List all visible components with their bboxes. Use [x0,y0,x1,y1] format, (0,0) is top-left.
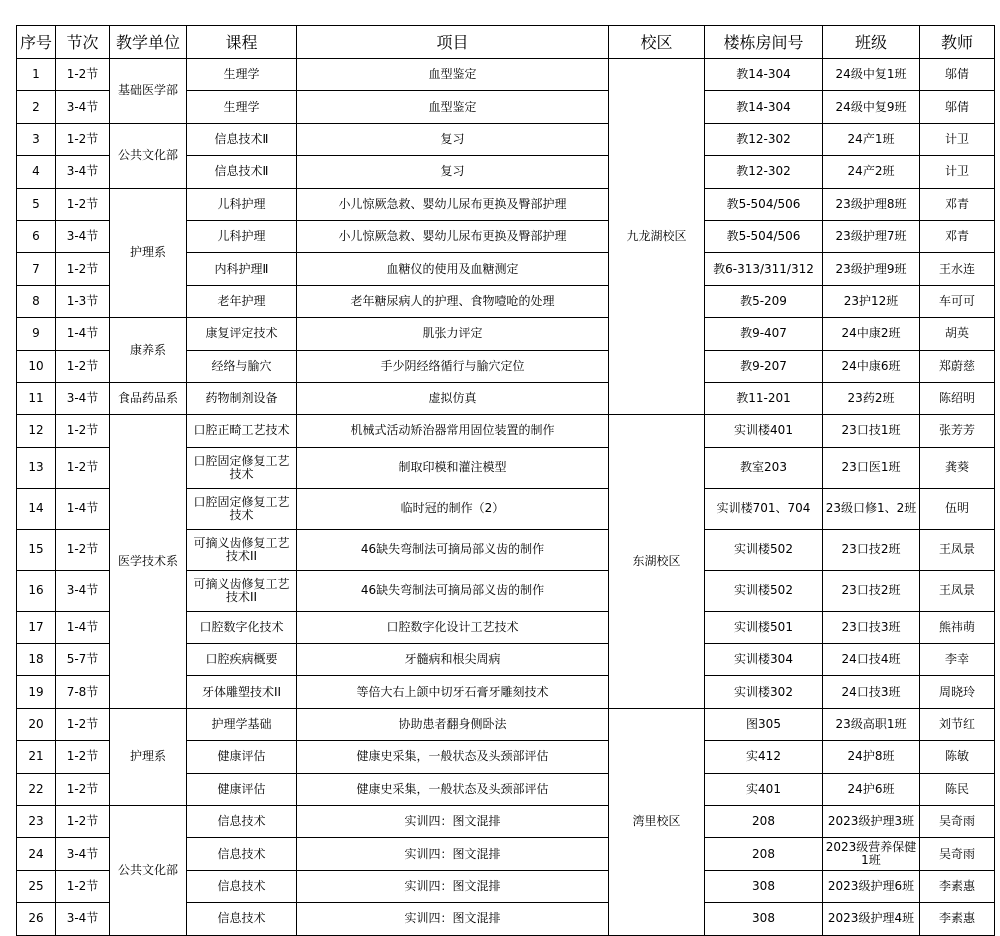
unit-cell: 食品药品系 [110,382,187,414]
teacher-cell: 吴奇雨 [920,806,995,838]
room-cell: 308 [705,870,823,902]
header-cell: 节次 [56,26,110,59]
teacher-cell: 李幸 [920,644,995,676]
course-cell: 经络与腧穴 [187,350,297,382]
period-cell: 5-7节 [56,644,110,676]
project-cell: 制取印模和灌注模型 [297,447,609,488]
teacher-cell: 李素惠 [920,903,995,935]
teacher-cell: 伍明 [920,488,995,529]
teacher-cell: 王凤景 [920,570,995,611]
teacher-cell: 熊祎萌 [920,611,995,643]
course-cell: 生理学 [187,59,297,91]
room-cell: 实训楼701、704 [705,488,823,529]
row-number: 18 [17,644,56,676]
period-cell: 1-2节 [56,188,110,220]
class-cell: 23级护理8班 [823,188,920,220]
room-cell: 教9-207 [705,350,823,382]
row-number: 5 [17,188,56,220]
course-cell: 康复评定技术 [187,318,297,350]
row-number: 20 [17,708,56,740]
room-cell: 教11-201 [705,382,823,414]
project-cell: 46缺失弯制法可摘局部义齿的制作 [297,570,609,611]
course-cell: 信息技术Ⅱ [187,123,297,155]
header-cell: 序号 [17,26,56,59]
teacher-cell: 王凤景 [920,529,995,570]
course-cell: 口腔疾病概要 [187,644,297,676]
class-cell: 24产2班 [823,156,920,188]
teacher-cell: 吴奇雨 [920,838,995,870]
period-cell: 1-4节 [56,318,110,350]
class-cell: 23级护理7班 [823,220,920,252]
period-cell: 1-2节 [56,253,110,285]
project-cell: 手少阴经络循行与腧穴定位 [297,350,609,382]
course-cell: 信息技术 [187,903,297,935]
room-cell: 实训楼502 [705,570,823,611]
row-number: 4 [17,156,56,188]
period-cell: 1-2节 [56,708,110,740]
project-cell: 血糖仪的使用及血糖测定 [297,253,609,285]
room-cell: 实401 [705,773,823,805]
period-cell: 1-2节 [56,59,110,91]
teacher-cell: 陈民 [920,773,995,805]
period-cell: 3-4节 [56,382,110,414]
row-number: 9 [17,318,56,350]
row-number: 19 [17,676,56,708]
teacher-cell: 计卫 [920,123,995,155]
class-cell: 2023级护理6班 [823,870,920,902]
period-cell: 1-2节 [56,806,110,838]
teacher-cell: 邬倩 [920,59,995,91]
teacher-cell: 龚葵 [920,447,995,488]
header-cell: 班级 [823,26,920,59]
project-cell: 老年糖尿病人的护理、食物噎呛的处理 [297,285,609,317]
room-cell: 教5-504/506 [705,188,823,220]
course-cell: 内科护理Ⅱ [187,253,297,285]
course-cell: 儿科护理 [187,188,297,220]
row-number: 8 [17,285,56,317]
class-cell: 23级护理9班 [823,253,920,285]
class-cell: 23口技2班 [823,570,920,611]
class-cell: 23级口修1、2班 [823,488,920,529]
table-row [17,59,995,91]
row-number: 11 [17,382,56,414]
project-cell: 牙髓病和根尖周病 [297,644,609,676]
course-cell: 信息技术 [187,806,297,838]
teacher-cell: 刘节红 [920,708,995,740]
project-cell: 协助患者翻身侧卧法 [297,708,609,740]
row-number: 17 [17,611,56,643]
period-cell: 3-4节 [56,91,110,123]
course-cell: 信息技术Ⅱ [187,156,297,188]
table-row [17,415,995,447]
course-cell: 口腔正畸工艺技术 [187,415,297,447]
period-cell: 3-4节 [56,903,110,935]
room-cell: 教5-504/506 [705,220,823,252]
period-cell: 1-4节 [56,488,110,529]
teacher-cell: 邬倩 [920,91,995,123]
class-cell: 24口技3班 [823,676,920,708]
course-cell: 口腔数字化技术 [187,611,297,643]
row-number: 14 [17,488,56,529]
unit-cell: 护理系 [110,708,187,805]
project-cell: 肌张力评定 [297,318,609,350]
project-cell: 小儿惊厥急救、婴幼儿尿布更换及臀部护理 [297,188,609,220]
room-cell: 实训楼304 [705,644,823,676]
period-cell: 1-4节 [56,611,110,643]
header-cell: 项目 [297,26,609,59]
course-cell: 生理学 [187,91,297,123]
project-cell: 实训四：图文混排 [297,806,609,838]
room-cell: 208 [705,838,823,870]
class-cell: 23口技2班 [823,529,920,570]
unit-cell: 康养系 [110,318,187,383]
class-cell: 24口技4班 [823,644,920,676]
project-cell: 血型鉴定 [297,59,609,91]
course-cell: 健康评估 [187,773,297,805]
class-cell: 23口医1班 [823,447,920,488]
class-cell: 24中康6班 [823,350,920,382]
class-cell: 23护12班 [823,285,920,317]
unit-cell: 医学技术系 [110,415,187,709]
project-cell: 复习 [297,156,609,188]
period-cell: 1-2节 [56,447,110,488]
row-number: 12 [17,415,56,447]
project-cell: 复习 [297,123,609,155]
header-cell: 校区 [609,26,705,59]
project-cell: 机械式活动矫治器常用固位装置的制作 [297,415,609,447]
header-row [17,26,995,59]
project-cell: 健康史采集，一般状态及头颈部评估 [297,741,609,773]
table-body [17,59,995,936]
row-number: 15 [17,529,56,570]
table-row [17,318,995,350]
class-cell: 24级中复1班 [823,59,920,91]
project-cell: 实训四：图文混排 [297,870,609,902]
course-cell: 信息技术 [187,870,297,902]
campus-cell: 九龙湖校区 [609,59,705,415]
project-cell: 小儿惊厥急救、婴幼儿尿布更换及臀部护理 [297,220,609,252]
row-number: 1 [17,59,56,91]
project-cell: 健康史采集，一般状态及头颈部评估 [297,773,609,805]
period-cell: 1-2节 [56,415,110,447]
room-cell: 教室203 [705,447,823,488]
class-cell: 23级高职1班 [823,708,920,740]
class-cell: 24护8班 [823,741,920,773]
project-cell: 血型鉴定 [297,91,609,123]
project-cell: 实训四：图文混排 [297,903,609,935]
row-number: 6 [17,220,56,252]
row-number: 7 [17,253,56,285]
period-cell: 1-2节 [56,350,110,382]
class-cell: 24中康2班 [823,318,920,350]
room-cell: 图305 [705,708,823,740]
period-cell: 1-2节 [56,773,110,805]
project-cell: 等倍大右上颌中切牙石膏牙雕刻技术 [297,676,609,708]
unit-cell: 公共文化部 [110,806,187,936]
class-cell: 2023级营养保健1班 [823,838,920,870]
header-cell: 教师 [920,26,995,59]
row-number: 13 [17,447,56,488]
period-cell: 7-8节 [56,676,110,708]
room-cell: 实训楼501 [705,611,823,643]
room-cell: 教12-302 [705,123,823,155]
table-row [17,123,995,155]
teacher-cell: 张芳芳 [920,415,995,447]
room-cell: 实训楼302 [705,676,823,708]
period-cell: 3-4节 [56,570,110,611]
campus-cell: 东湖校区 [609,415,705,709]
row-number: 21 [17,741,56,773]
teacher-cell: 王水连 [920,253,995,285]
course-cell: 护理学基础 [187,708,297,740]
table-row [17,188,995,220]
period-cell: 3-4节 [56,838,110,870]
project-cell: 实训四：图文混排 [297,838,609,870]
row-number: 10 [17,350,56,382]
period-cell: 1-2节 [56,529,110,570]
schedule-table [16,25,995,936]
period-cell: 1-2节 [56,741,110,773]
period-cell: 3-4节 [56,156,110,188]
class-cell: 2023级护理4班 [823,903,920,935]
course-cell: 儿科护理 [187,220,297,252]
class-cell: 24级中复9班 [823,91,920,123]
header-cell: 课程 [187,26,297,59]
teacher-cell: 胡英 [920,318,995,350]
unit-cell: 基础医学部 [110,59,187,124]
row-number: 26 [17,903,56,935]
table-row [17,708,995,740]
row-number: 24 [17,838,56,870]
row-number: 3 [17,123,56,155]
course-cell: 可摘义齿修复工艺技术II [187,529,297,570]
room-cell: 教14-304 [705,59,823,91]
header-cell: 教学单位 [110,26,187,59]
room-cell: 教12-302 [705,156,823,188]
project-cell: 临时冠的制作（2） [297,488,609,529]
campus-cell: 湾里校区 [609,708,705,935]
room-cell: 实训楼502 [705,529,823,570]
class-cell: 2023级护理3班 [823,806,920,838]
teacher-cell: 郑蔚慈 [920,350,995,382]
teacher-cell: 周晓玲 [920,676,995,708]
class-cell: 23口技3班 [823,611,920,643]
class-cell: 24产1班 [823,123,920,155]
class-cell: 24护6班 [823,773,920,805]
unit-cell: 护理系 [110,188,187,318]
row-number: 16 [17,570,56,611]
class-cell: 23口技1班 [823,415,920,447]
project-cell: 口腔数字化设计工艺技术 [297,611,609,643]
header-cell: 楼栋房间号 [705,26,823,59]
teacher-cell: 车可可 [920,285,995,317]
teacher-cell: 邓青 [920,188,995,220]
teacher-cell: 陈敏 [920,741,995,773]
teacher-cell: 计卫 [920,156,995,188]
table-row [17,806,995,838]
course-cell: 可摘义齿修复工艺技术II [187,570,297,611]
period-cell: 1-2节 [56,123,110,155]
room-cell: 教6-313/311/312 [705,253,823,285]
row-number: 25 [17,870,56,902]
course-cell: 老年护理 [187,285,297,317]
teacher-cell: 李素惠 [920,870,995,902]
project-cell: 46缺失弯制法可摘局部义齿的制作 [297,529,609,570]
row-number: 23 [17,806,56,838]
course-cell: 健康评估 [187,741,297,773]
unit-cell: 公共文化部 [110,123,187,188]
room-cell: 208 [705,806,823,838]
room-cell: 实训楼401 [705,415,823,447]
course-cell: 牙体雕塑技术II [187,676,297,708]
room-cell: 教9-407 [705,318,823,350]
room-cell: 教14-304 [705,91,823,123]
teacher-cell: 邓青 [920,220,995,252]
room-cell: 教5-209 [705,285,823,317]
project-cell: 虚拟仿真 [297,382,609,414]
room-cell: 308 [705,903,823,935]
class-cell: 23药2班 [823,382,920,414]
course-cell: 药物制剂设备 [187,382,297,414]
course-cell: 口腔固定修复工艺技术 [187,488,297,529]
period-cell: 1-3节 [56,285,110,317]
row-number: 22 [17,773,56,805]
course-cell: 口腔固定修复工艺技术 [187,447,297,488]
teacher-cell: 陈绍明 [920,382,995,414]
period-cell: 3-4节 [56,220,110,252]
room-cell: 实412 [705,741,823,773]
period-cell: 1-2节 [56,870,110,902]
course-cell: 信息技术 [187,838,297,870]
table-row [17,382,995,414]
row-number: 2 [17,91,56,123]
